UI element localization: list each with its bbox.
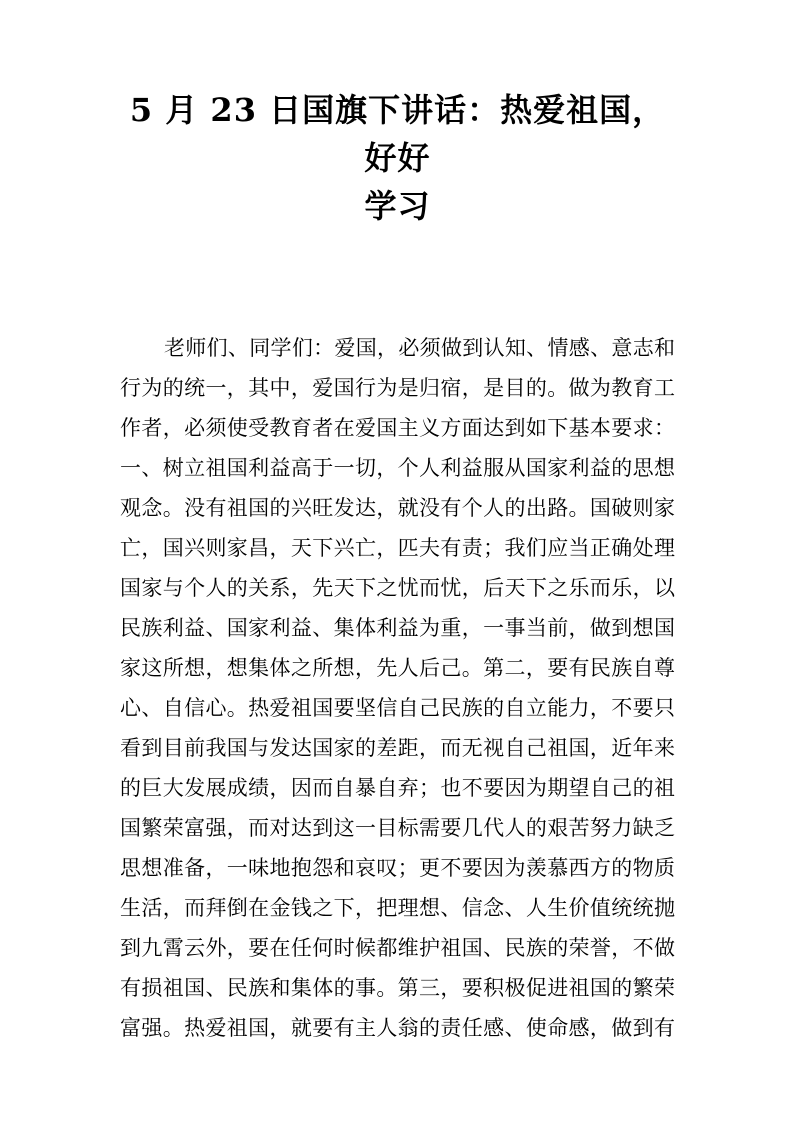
document-body-line: 有损祖国、民族和集体的事。第三，要积极促进祖国的繁荣: [120, 976, 675, 1000]
document-body-line: 一、树立祖国利益高于一切，个人利益服从国家利益的思想: [120, 456, 675, 480]
document-body-line: 国家与个人的关系，先天下之忧而忧，后天下之乐而乐，以: [120, 576, 675, 600]
document-body-line: 老师们、同学们：爱国，必须做到认知、情感、意志和: [164, 336, 675, 360]
document-body-line: 看到目前我国与发达国家的差距，而无视自己祖国，近年来: [120, 736, 675, 760]
document-body-line: 民族利益、国家利益、集体利益为重，一事当前，做到想国: [120, 616, 675, 640]
document-title: [120, 86, 675, 230]
document-body: [120, 328, 675, 1048]
document-body-line: 的巨大发展成绩，因而自暴自弃；也不要因为期望自己的祖: [120, 776, 675, 800]
document-body-line: 思想准备，一味地抱怨和哀叹；更不要因为羡慕西方的物质: [120, 856, 675, 880]
document-body-line: 作者，必须使受教育者在爱国主义方面达到如下基本要求：: [120, 416, 675, 440]
document-title-line: 学习: [364, 187, 431, 225]
document-body-line: 生活，而拜倒在金钱之下，把理想、信念、人生价值统统抛: [120, 896, 675, 920]
document-body-line: 亡，国兴则家昌，天下兴亡，匹夫有责；我们应当正确处理: [120, 536, 675, 560]
document-body-line: 心、自信心。热爱祖国要坚信自己民族的自立能力，不要只: [120, 696, 675, 720]
document-body-line: 国繁荣富强，而对达到这一目标需要几代人的艰苦努力缺乏: [120, 816, 675, 840]
document-title-line: 5 月 23 日国旗下讲话：热爱祖国，好好: [129, 91, 666, 177]
document-body-line: 富强。热爱祖国，就要有主人翁的责任感、使命感，做到有: [120, 1016, 675, 1040]
document-body-line: 到九霄云外，要在任何时候都维护祖国、民族的荣誉，不做: [120, 936, 675, 960]
document-body-line: 观念。没有祖国的兴旺发达，就没有个人的出路。国破则家: [120, 496, 675, 520]
document-body-line: 家这所想，想集体之所想，先人后己。第二，要有民族自尊: [120, 656, 675, 680]
document-body-line: 行为的统一，其中，爱国行为是归宿，是目的。做为教育工: [120, 376, 675, 400]
